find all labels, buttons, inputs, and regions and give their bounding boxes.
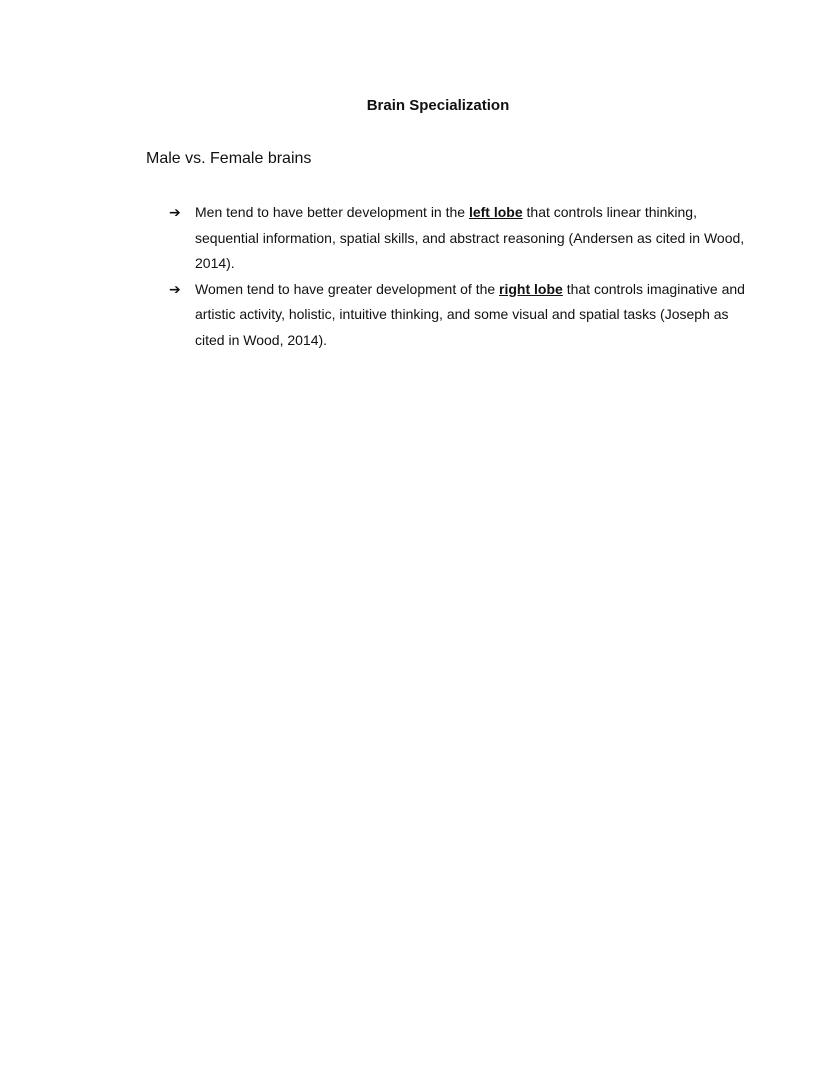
section-heading: Male vs. Female brains [146,150,312,167]
list-item [165,277,745,354]
bullet-list [165,200,745,353]
bullet-text-after: that controls imaginative and artistic activity, holistic, intuitive thinking, and some visual and spatial tasks (Joseph as cited in Wood, 2014). [195,280,745,348]
right-arrow-icon: ➔ [169,280,181,297]
bullet-text-before: Women tend to have greater development of the [195,280,500,297]
bullet-text-after: that controls linear thinking, sequential information, spatial skills, and abstract reasoning (Andersen as cited in Wood, 2014). [195,204,745,271]
list-item [165,200,745,277]
bullet-emphasis-right-lobe: right lobe [499,280,563,297]
bullet-emphasis-left-lobe: left lobe [468,204,523,220]
bullet-text-before: Men tend to have better development in the [195,204,469,220]
document-title: Brain Specialization [366,97,510,114]
right-arrow-icon: ➔ [169,204,181,220]
